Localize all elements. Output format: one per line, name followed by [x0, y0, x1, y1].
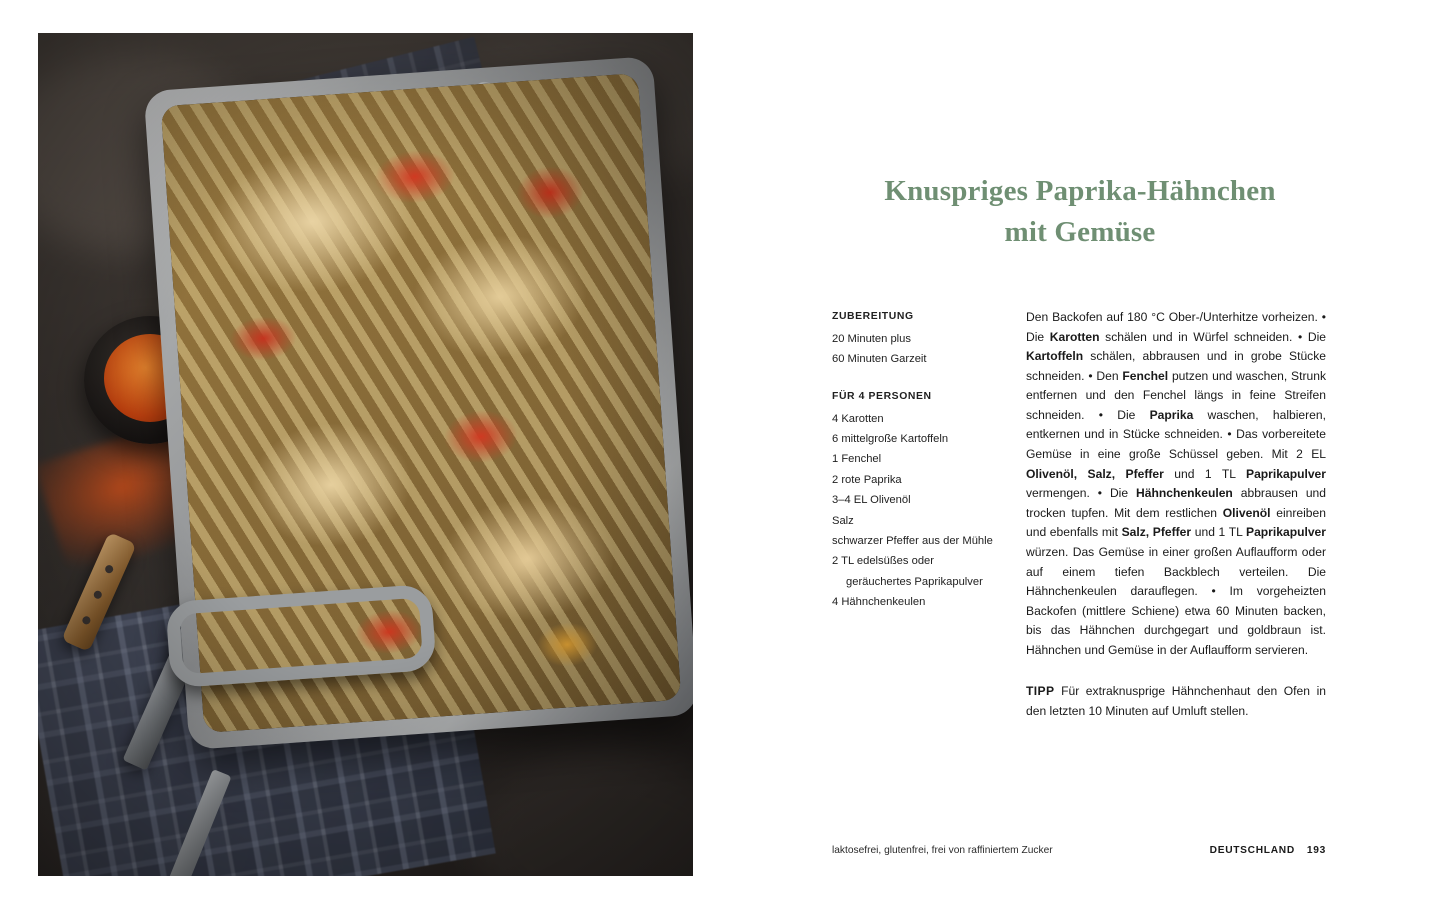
chapter-name: DEUTSCHLAND [1209, 845, 1295, 856]
page-title [830, 171, 1330, 252]
ingredient-item: 4 Hähnchenkeulen [832, 596, 926, 608]
ingredient-item: 1 Fenchel [832, 453, 882, 466]
method-column [1026, 308, 1326, 722]
tip-text: Für extraknusprige Hähnchenhaut den Ofen in den letzten 10 Minuten auf Umluft stellen. [1026, 684, 1326, 718]
ingredients-block [832, 388, 1007, 613]
page-number: 193 [1306, 845, 1326, 856]
preparation-heading: ZUBEREITUNG [832, 311, 914, 322]
ingredient-item: 6 mittelgroße Kartoffeln [832, 433, 949, 445]
recipe-text-page [718, 0, 1436, 907]
ingredient-item: geräuchertes Paprikapulver [846, 575, 983, 588]
preparation-time-line: 20 Minuten plus [832, 332, 911, 345]
ingredient-item: 4 Karotten [832, 412, 884, 425]
ingredient-item: schwarzer Pfeffer aus der Mühle [832, 534, 993, 547]
servings-heading: FÜR 4 PERSONEN [832, 390, 932, 402]
ingredient-item: Salz [832, 514, 854, 527]
ingredient-item: 2 rote Paprika [832, 473, 902, 486]
ingredient-item: 3–4 EL Olivenöl [832, 494, 911, 507]
cooking-time-line: 60 Minuten Garzeit [832, 353, 927, 366]
ingredient-list [832, 409, 1007, 613]
tip-label: TIPP [1026, 684, 1055, 699]
recipe-photo [38, 33, 693, 876]
tip-block [1026, 682, 1326, 721]
recipe-meta-column [832, 308, 1007, 630]
method-paragraph: Den Backofen auf 180 °C Ober-/Unterhitze vorheizen. • Die Karotten schälen und in Würfel schneiden. • Die Kartoffeln schälen, abbrausen und in grobe Stücke schneiden. • Den Fenchel putzen und waschen, Strunk entfernen und den Fenchel längs in feine Streifen schneiden. • Die Paprika waschen, halbieren, entkernen und in Stücke schneiden. • Das vorbereitete Gemüse in eine große Schüssel geben. Mit 2 EL Olivenöl, Salz, Pfeffer und 1 TL Paprikapulver vermengen. • Die Hähnchenkeulen abbrausen und trocken tupfen. Mit dem restlichen Olivenöl einreiben und ebenfalls mit Salz, Pfeffer und 1 TL Paprikapulver würzen. Das Gemüse in einer großen Auflaufform oder auf einem tiefen Backblech verteilen. Die Hähnchenkeulen darauflegen. • Im vorgeheizten Backofen (mittlere Schiene) etwa 60 Minuten backen, bis das Hähnchen durchgegart und goldbraun ist. Hähnchen und Gemüse in der Auflaufform servieren. [1026, 310, 1326, 657]
preparation-block [832, 308, 1007, 370]
page-title-line-2: mit Gemüse [1004, 216, 1156, 249]
page-title-line-1: Knuspriges Paprika-Hähnchen [884, 175, 1276, 208]
ingredient-item: 2 TL edelsüßes oder [832, 555, 934, 568]
knife-rivet [104, 564, 115, 575]
page-folio [1210, 845, 1326, 856]
dietary-note: laktosefrei, glutenfrei, frei von raffiniertem Zucker [832, 845, 1053, 856]
knife-rivet [92, 589, 103, 600]
knife-rivet [81, 615, 92, 626]
